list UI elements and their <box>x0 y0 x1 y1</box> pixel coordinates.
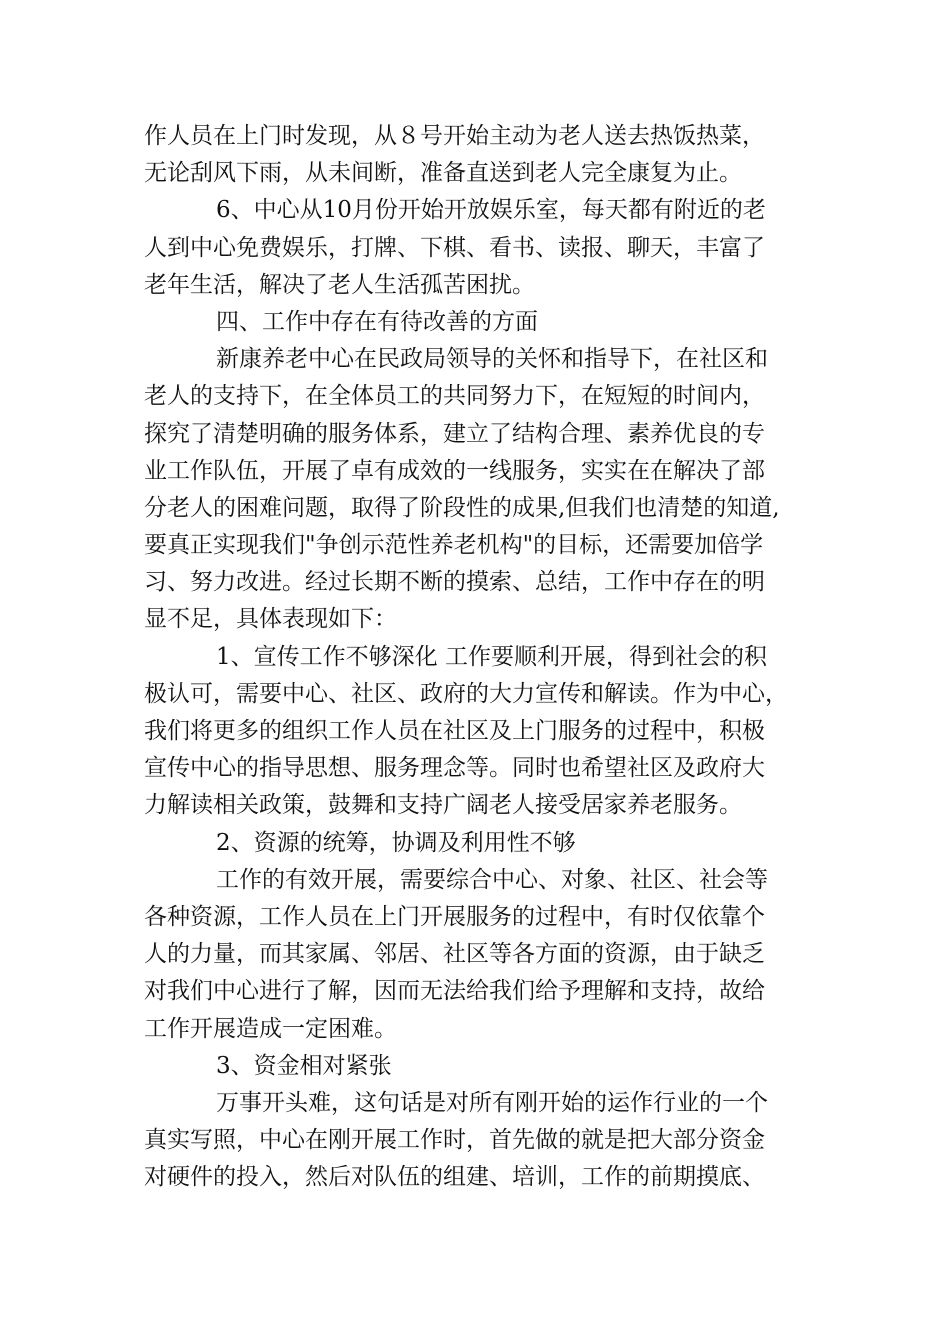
text-line: 真实写照，中心在刚开展工作时，首先做的就是把大部分资金 <box>144 1127 765 1154</box>
text-line: 无论刮风下雨，从未间断，准备直送到老人完全康复为止。 <box>144 160 742 187</box>
text-line: 极认可，需要中心、社区、政府的大力宣传和解读。作为中心， <box>144 680 788 707</box>
text-line: 四、工作中存在有待改善的方面 <box>216 308 538 335</box>
text-line: 分老人的困难问题，取得了阶段性的成果,但我们也清楚的知道, <box>144 494 780 521</box>
text-line: 老人的支持下，在全体员工的共同努力下，在短短的时间内， <box>144 383 765 410</box>
text-line: 显不足，具体表现如下： <box>144 606 397 633</box>
text-line: 习、努力改进。经过长期不断的摸索、总结，工作中存在的明 <box>144 569 765 596</box>
document-body <box>144 118 824 1196</box>
text-line: 2、资源的统筹，协调及利用性不够 <box>216 829 576 856</box>
text-line: 力解读相关政策，鼓舞和支持广阔老人接受居家养老服务。 <box>144 792 742 819</box>
text-line: 对我们中心进行了解，因而无法给我们给予理解和支持，故给 <box>144 978 765 1005</box>
text-line: 对硬件的投入，然后对队伍的组建、培训，工作的前期摸底、 <box>144 1164 765 1191</box>
text-line: 业工作队伍，开展了卓有成效的一线服务，实实在在解决了部 <box>144 457 765 484</box>
text-line: 宣传中心的指导思想、服务理念等。同时也希望社区及政府大 <box>144 755 765 782</box>
text-line: 工作的有效开展，需要综合中心、对象、社区、社会等 <box>216 866 768 893</box>
text-line: 人到中心免费娱乐，打牌、下棋、看书、读报、聊天，丰富了 <box>144 234 765 261</box>
text-line: 万事开头难，这句话是对所有刚开始的运作行业的一个 <box>216 1089 768 1116</box>
text-line: 人的力量，而其家属、邻居、社区等各方面的资源，由于缺乏 <box>144 941 765 968</box>
text-line: 新康养老中心在民政局领导的关怀和指导下，在社区和 <box>216 346 768 373</box>
text-line: 要真正实现我们"争创示范性养老机构"的目标，还需要加倍学 <box>144 532 764 559</box>
text-line: 作人员在上门时发现，从８号开始主动为老人送去热饭热菜， <box>144 123 765 149</box>
text-line: 各种资源，工作人员在上门开展服务的过程中，有时仅依靠个 <box>144 903 765 930</box>
text-line: 工作开展造成一定困难。 <box>144 1015 397 1042</box>
text-line: 我们将更多的组织工作人员在社区及上门服务的过程中，积极 <box>144 718 765 744</box>
text-line: 3、资金相对紧张 <box>216 1052 392 1079</box>
text-line: 6、中心从10月份开始开放娱乐室，每天都有附近的老 <box>216 197 766 224</box>
text-line: 老年生活，解决了老人生活孤苦困扰。 <box>144 271 535 298</box>
text-line: 1、宣传工作不够深化 工作要顺利开展，得到社会的积 <box>216 643 767 670</box>
text-line: 探究了清楚明确的服务体系，建立了结构合理、素养优良的专 <box>144 420 765 447</box>
